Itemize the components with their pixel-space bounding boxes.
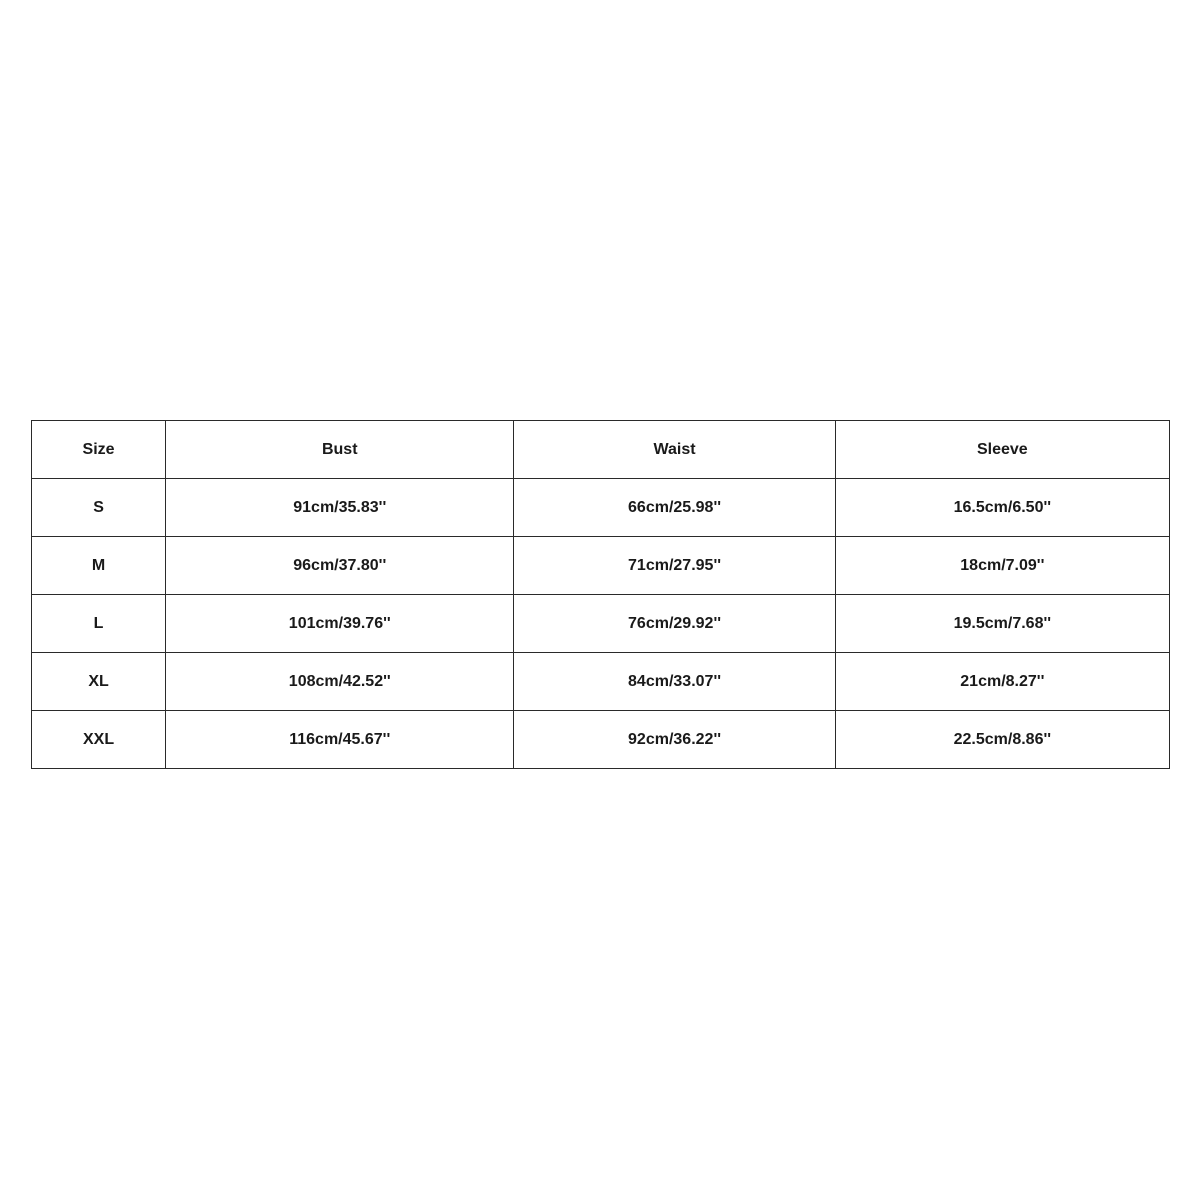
cell-size: XL	[32, 653, 166, 711]
cell-sleeve: 19.5cm/7.68''	[835, 595, 1169, 653]
cell-bust: 108cm/42.52''	[166, 653, 514, 711]
cell-size: L	[32, 595, 166, 653]
table-row	[32, 537, 1170, 595]
header-sleeve: Sleeve	[835, 421, 1169, 479]
cell-sleeve: 21cm/8.27''	[835, 653, 1169, 711]
cell-size: M	[32, 537, 166, 595]
cell-bust: 116cm/45.67''	[166, 711, 514, 769]
size-chart-table	[31, 420, 1170, 769]
cell-size: S	[32, 479, 166, 537]
size-chart-body	[32, 479, 1170, 769]
table-row	[32, 653, 1170, 711]
cell-size: XXL	[32, 711, 166, 769]
cell-sleeve: 22.5cm/8.86''	[835, 711, 1169, 769]
header-row	[32, 421, 1170, 479]
table-row	[32, 711, 1170, 769]
table-row	[32, 595, 1170, 653]
table-row	[32, 479, 1170, 537]
cell-waist: 66cm/25.98''	[514, 479, 835, 537]
cell-sleeve: 16.5cm/6.50''	[835, 479, 1169, 537]
cell-bust: 101cm/39.76''	[166, 595, 514, 653]
cell-sleeve: 18cm/7.09''	[835, 537, 1169, 595]
cell-bust: 96cm/37.80''	[166, 537, 514, 595]
size-chart-header	[32, 421, 1170, 479]
cell-waist: 84cm/33.07''	[514, 653, 835, 711]
cell-waist: 92cm/36.22''	[514, 711, 835, 769]
header-size: Size	[32, 421, 166, 479]
cell-waist: 76cm/29.92''	[514, 595, 835, 653]
cell-waist: 71cm/27.95''	[514, 537, 835, 595]
header-bust: Bust	[166, 421, 514, 479]
cell-bust: 91cm/35.83''	[166, 479, 514, 537]
header-waist: Waist	[514, 421, 835, 479]
